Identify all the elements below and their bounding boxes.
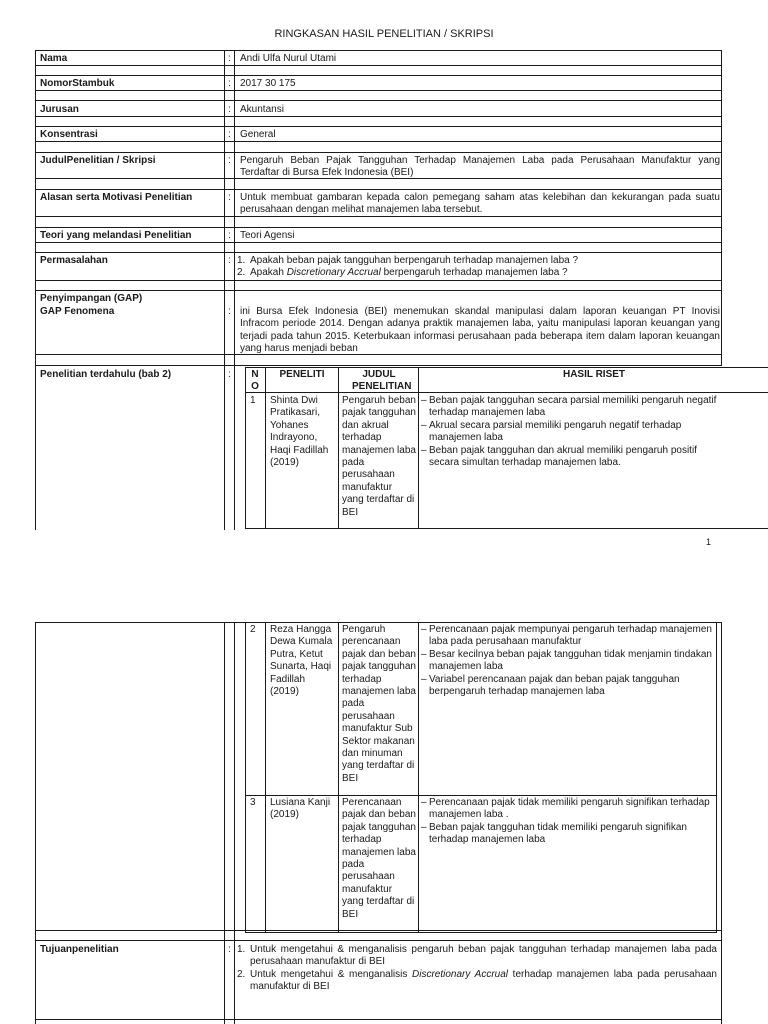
page-number: 1 bbox=[705, 537, 711, 547]
document-title: RINGKASAN HASIL PENELITIAN / SKRIPSI bbox=[274, 28, 494, 40]
column-header-no: N O bbox=[251, 369, 259, 393]
field-label-judul: JudulPenelitian / Skripsi bbox=[40, 155, 156, 166]
field-label-penyimpangan: Penyimpangan (GAP) bbox=[40, 293, 143, 304]
field-value-alasan: Untuk membuat gambaran kepada calon pemegang saham atas kelebihan dan kekurangan pada suatu perusahaan dengan melihat manajemen laba tersebut. bbox=[240, 192, 720, 216]
field-value-stambuk: 2017 30 175 bbox=[240, 78, 296, 89]
table-border bbox=[721, 50, 722, 365]
list-item: 2. Untuk mengetahui & menganalisis Discretionary Accrual terhadap manajemen laba pada perusahaan manufaktur di BEI bbox=[237, 968, 717, 993]
field-value-teori: Teori Agensi bbox=[240, 230, 295, 241]
field-label-jurusan: Jurusan bbox=[40, 104, 79, 115]
field-value-jurusan: Akuntansi bbox=[240, 104, 284, 115]
tujuan-list bbox=[237, 944, 717, 994]
permasalahan-list bbox=[237, 255, 717, 280]
field-label-permasalahan: Permasalahan bbox=[40, 255, 108, 266]
field-label-terdahulu: Penelitian terdahulu (bab 2) bbox=[40, 369, 172, 380]
field-label-alasan: Alasan serta Motivasi Penelitian bbox=[40, 192, 193, 203]
field-value-judul: Pengaruh Beban Pajak Tangguhan Terhadap Manajemen Laba pada Perusahaan Manufaktur yang Terdaftar di Bursa Efek Indonesia (BEI) bbox=[240, 155, 720, 179]
field-label-nama: Nama bbox=[40, 53, 68, 64]
list-item: 1. Untuk mengetahui & menganalisis pengaruh beban pajak tangguhan terhadap manajemen laba pada perusahaan manufaktur di BEI bbox=[237, 944, 717, 968]
field-value-konsentrasi: General bbox=[240, 129, 276, 140]
field-value-gap: ini Bursa Efek Indonesia (BEI) menemukan skandal manipulasi dalam laporan keuangan PT Inovisi Infracom periode 2014. Dengan adanya praktik manajemen laba, yaitu manipulasi laporan keuangan yang terjadi pada tahun 2015. Keterbukaan informasi perusahaan pada beberapa item dalam laporan keuangan yang harus menjadi beban bbox=[240, 306, 720, 355]
field-label-konsentrasi: Konsentrasi bbox=[40, 129, 98, 140]
column-header-peneliti: PENELITI bbox=[279, 369, 325, 380]
table-border bbox=[35, 50, 722, 51]
column-header-hasil: HASIL RISET bbox=[562, 369, 626, 380]
field-label-teori: Teori yang melandasi Penelitian bbox=[40, 230, 192, 241]
field-label-tujuan: Tujuanpenelitian bbox=[40, 944, 119, 955]
field-label-gap: GAP Fenomena bbox=[40, 306, 115, 317]
list-item: 1. Apakah beban pajak tangguhan berpengaruh terhadap manajemen laba ? bbox=[237, 255, 579, 266]
field-label-stambuk: NomorStambuk bbox=[40, 78, 115, 89]
list-item: 2. Apakah Discretionary Accrual berpengaruh terhadap manajemen laba ? bbox=[237, 267, 568, 279]
column-header-judul: JUDUL PENELITIAN bbox=[352, 369, 412, 393]
field-value-nama: Andi Ulfa Nurul Utami bbox=[240, 53, 337, 64]
